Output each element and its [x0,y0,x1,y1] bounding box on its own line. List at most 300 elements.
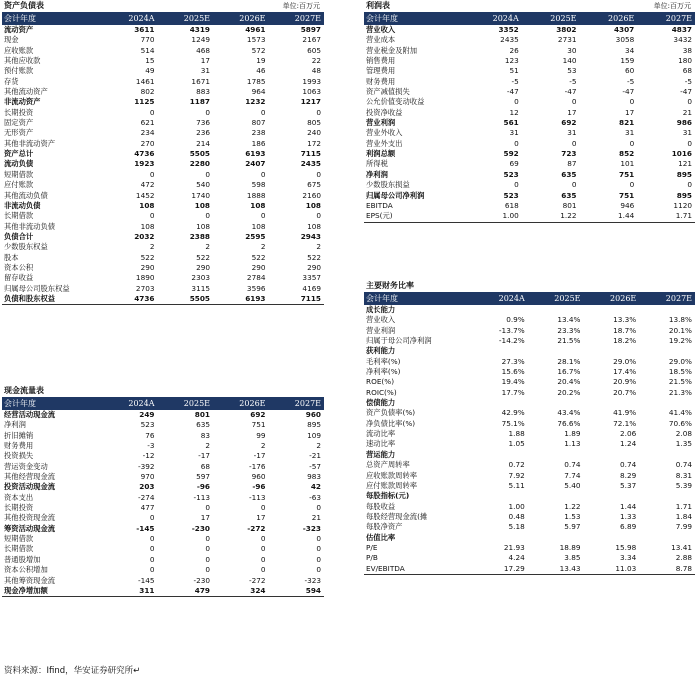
row-value [639,450,695,460]
table-row [2,25,324,35]
row-value: 3357 [302,273,321,283]
row-label: ROIC(%) [366,387,397,397]
row-value: 3.85 [564,553,581,563]
table-row [2,534,324,544]
row-label: ROE(%) [366,377,395,387]
row-value: 46 [256,66,266,76]
row-value: 19.2% [668,336,692,346]
table-row [364,211,695,222]
row-label: 营业税金及附加 [366,45,418,55]
row-value: 3596 [246,283,266,293]
row-label: 资产负债率(%) [366,408,416,418]
row-label: 资本公积 [4,262,34,272]
row-value: 2784 [246,273,266,283]
header-year: 2024A [472,292,528,305]
row-label: 流动比率 [366,429,396,439]
row-value: 723 [561,149,577,159]
row-value: 2 [316,242,321,252]
table-row [2,576,324,586]
table-row [2,462,324,472]
row-label: 短期借款 [4,169,34,179]
row-value: 0 [629,180,635,190]
row-label: 非流动负债 [4,200,41,210]
row-label: 偿债能力 [366,398,396,408]
table-row [364,512,695,522]
row-value: 172 [307,138,321,148]
row-value: 203 [139,482,155,492]
row-value: 2 [205,441,210,451]
row-label: 固定资产 [4,118,34,128]
row-value: 675 [307,180,321,190]
row-value: 1.84 [675,511,692,521]
ratios-title: 主要财务比率 [366,281,414,290]
row-label: 归属母公司净利润 [366,190,425,200]
row-value: 821 [619,118,635,128]
row-value: 23.3% [557,325,581,335]
row-value: 121 [678,159,692,169]
row-label: 每股经营现金流(摊 [366,511,428,521]
row-label: 股本 [4,252,19,262]
row-value: 1923 [134,159,155,169]
row-label: P/B [366,553,378,563]
row-label: 营运资金变动 [4,461,48,471]
header-year: 2027E [269,397,325,410]
row-value: 5.97 [564,522,581,532]
row-value: 0 [687,180,692,190]
row-value: 1785 [246,76,266,86]
row-label: 归属母公司股东权益 [4,283,70,293]
row-value: 2731 [557,35,577,45]
row-value: 140 [562,56,577,66]
row-value: 4736 [134,149,155,159]
row-value: 960 [251,472,266,482]
table-header-row [2,397,324,410]
row-value: 108 [307,221,321,231]
row-value: 751 [619,169,635,179]
table-header-row [2,12,324,25]
row-value: 7115 [269,294,325,305]
row-value: 238 [251,128,266,138]
row-value: 53 [567,66,577,76]
balance-sheet-title: 资产负债表 [4,1,44,10]
row-label: 资本支出 [4,492,34,502]
row-label: 财务费用 [366,76,396,86]
row-value: -5 [626,76,635,86]
row-value: -47 [506,87,519,97]
row-label: 净利率(%) [366,367,401,377]
table-row [2,420,324,430]
row-value: 19 [256,56,266,66]
row-value [472,491,528,501]
row-value: -13.7% [498,325,525,335]
row-value: 0.72 [508,460,525,470]
row-value: 2 [205,242,210,252]
header-label: 会计年度 [2,397,102,410]
row-value [528,305,584,315]
row-value: 1249 [191,35,210,45]
row-value: 1.89 [564,429,581,439]
row-label: 预付账款 [4,66,34,76]
row-value: 522 [307,252,321,262]
row-value: 0 [629,138,635,148]
row-value [584,491,640,501]
header-year: 2025E [522,12,580,25]
row-label: 资产减值损失 [366,87,410,97]
row-value: 621 [140,118,155,128]
row-label: 资本公积增加 [4,565,48,575]
row-value: 31 [682,128,692,138]
row-value: 2388 [189,231,210,241]
row-value: 522 [196,252,210,262]
row-value [528,533,584,543]
row-value: 249 [139,410,155,419]
row-label: 其他投资现金流 [4,513,56,523]
row-label: 估值比率 [366,532,396,542]
row-value: 970 [140,472,155,482]
row-value: 20.4% [557,377,581,387]
table-row [364,315,695,325]
row-value: 1125 [134,97,155,107]
row-value: 0 [149,554,155,564]
row-value: 5.39 [675,480,692,490]
row-value: 109 [307,430,321,440]
row-value: 15.6% [501,367,525,377]
row-value: 2 [316,441,321,451]
row-value: 108 [250,200,266,210]
row-label: 现金 [4,35,19,45]
row-value: 0 [205,107,210,117]
row-label: 负债合计 [4,231,34,241]
row-value: 805 [307,118,321,128]
table-row [2,294,324,305]
row-value: 635 [196,420,210,430]
row-value: 5505 [189,149,210,159]
table-row [364,439,695,449]
row-value: 8.29 [620,470,637,480]
row-label: 投资损失 [4,451,34,461]
row-value: -272 [247,523,266,533]
row-value: 0 [205,169,210,179]
row-value: 290 [251,262,266,272]
row-value: 76 [145,430,155,440]
row-value: 0 [149,565,155,575]
table-row [364,522,695,532]
row-value: 43.4% [557,408,581,418]
table-row [364,35,695,45]
table-row [364,471,695,481]
row-value: 4307 [613,25,635,34]
table-row [364,201,695,211]
row-label: 投资净收益 [366,107,403,117]
row-label: 成长能力 [366,305,396,314]
table-row [2,242,324,252]
row-value: 883 [196,87,210,97]
ratios-table [364,292,695,575]
row-value: 68 [200,461,210,471]
row-value: 964 [251,87,266,97]
row-value: 0.74 [675,460,692,470]
row-value: 4169 [302,283,321,293]
row-value: 69 [509,159,519,169]
cash-flow-panel [2,385,324,597]
row-value: 290 [196,262,210,272]
table-row [2,149,324,159]
table-row [2,253,324,263]
row-label: 营业外收入 [366,128,403,138]
row-label: EBITDA [366,200,393,210]
row-value: 101 [620,159,635,169]
row-value: 1.00 [464,211,522,222]
row-value: 1120 [673,200,692,210]
table-row [364,159,695,169]
row-value: -63 [309,492,321,502]
row-label: 营业利润 [366,325,396,335]
row-label: 应收账款周转率 [366,470,418,480]
row-value: 6.89 [620,522,637,532]
row-value: 2703 [135,283,155,293]
row-value: 7115 [300,149,321,159]
table-row [2,211,324,221]
header-year: 2024A [102,12,158,25]
row-value [472,346,528,356]
table-row [364,128,695,138]
row-value: -323 [304,575,321,585]
table-row [2,56,324,66]
table-row [364,346,695,356]
row-value [528,491,584,501]
row-value: 522 [140,252,155,262]
row-label: 普通股增加 [4,554,41,564]
row-value: 48 [311,66,321,76]
row-value: 3.34 [620,553,637,563]
row-value: 0 [316,534,321,544]
row-label: 速动比率 [366,439,396,449]
row-value: 592 [503,149,519,159]
table-row [2,565,324,575]
table-row [364,408,695,418]
row-value: 0.74 [564,460,581,470]
row-value: 618 [504,200,519,210]
table-row [364,502,695,512]
row-value [584,305,640,315]
table-row [364,377,695,387]
row-value: -274 [137,492,155,502]
row-value: 108 [140,221,155,231]
header-label: 会计年度 [2,12,102,25]
row-value: 1016 [671,149,692,159]
row-value: 27.3% [501,356,525,366]
row-value: 605 [307,45,321,55]
row-value: 83 [200,430,210,440]
row-value: 42.9% [501,408,525,418]
row-value: -392 [137,461,155,471]
row-value: 76.6% [557,418,581,428]
row-value: 290 [307,262,321,272]
table-row [364,191,695,201]
row-value: -47 [680,87,692,97]
header-label: 会计年度 [364,12,464,25]
row-value: 801 [194,410,210,419]
row-value: 20.9% [613,377,637,387]
row-value [584,398,640,408]
table-row [364,87,695,97]
table-row [364,66,695,76]
row-value: 17.7% [501,387,525,397]
row-value: 1.05 [508,439,525,449]
table-row [2,410,324,420]
row-label: 营业收入 [366,25,396,34]
row-label: 非流动资产 [4,97,41,107]
row-value: 0 [260,544,266,554]
row-value: 472 [140,180,155,190]
row-label: 管理费用 [366,66,396,76]
row-value: 0 [571,180,577,190]
table-row [364,450,695,460]
row-value: 523 [503,190,519,200]
row-value: 1.22 [522,211,580,222]
row-value: 5.11 [508,480,525,490]
table-row [2,108,324,118]
row-label: 无形资产 [4,128,34,138]
row-value: 7.74 [564,470,581,480]
table-row [2,201,324,211]
row-value: 0 [149,169,155,179]
table-row [364,460,695,470]
row-value: 572 [251,45,266,55]
row-value: 0 [316,554,321,564]
row-value: 108 [196,221,210,231]
ratios-panel [364,280,695,575]
row-value: 240 [307,128,321,138]
row-value: 108 [251,221,266,231]
table-row [2,273,324,283]
row-value: 3432 [673,35,692,45]
row-value: -3 [147,441,155,451]
row-value: -323 [302,523,321,533]
row-label: 每股收益 [366,501,396,511]
row-value: 1.24 [620,439,637,449]
row-label: 少数股东损益 [366,180,410,190]
row-value: 0 [571,97,577,107]
row-value: 13.8% [668,315,692,325]
header-year: 2026E [213,397,269,410]
table-row [364,491,695,501]
row-value: 523 [140,420,155,430]
table-row [2,524,324,534]
table-row [2,35,324,45]
row-value: -17 [198,451,210,461]
row-value: 8.78 [639,564,695,575]
table-row [2,441,324,451]
row-label: 筹资活动现金流 [4,523,56,533]
row-value: 801 [562,200,577,210]
row-value: -176 [248,461,266,471]
row-value: -21 [309,451,321,461]
table-row [364,533,695,543]
row-value: 234 [140,128,155,138]
row-value: -230 [193,575,210,585]
row-value: 522 [251,252,266,262]
row-label: 销售费用 [366,56,396,66]
row-value: -96 [252,482,266,492]
row-value: 20.2% [557,387,581,397]
row-label: 投资活动现金流 [4,482,56,492]
table-row [2,118,324,128]
table-row [364,56,695,66]
row-value: 0 [316,107,321,117]
row-value: 0.9% [506,315,525,325]
header-year: 2026E [580,12,638,25]
row-value: 0 [316,503,321,513]
row-value: 468 [196,45,210,55]
cash-flow-table [2,397,324,597]
row-value: 2.88 [675,553,692,563]
table-row [364,336,695,346]
row-value: 31 [624,128,635,138]
row-value: 70.6% [668,418,692,428]
row-value: 1888 [246,190,266,200]
row-value: 635 [561,190,577,200]
row-label: 营运能力 [366,449,396,459]
row-value: 0 [260,169,266,179]
row-value: 20.1% [668,325,692,335]
table-row [364,180,695,190]
row-value: 1.33 [620,511,637,521]
table-row [2,128,324,138]
row-value: 123 [504,56,519,66]
table-row [364,25,695,35]
row-label: 其他经营现金流 [4,472,56,482]
row-value: 41.4% [668,408,692,418]
row-value: 6193 [245,149,266,159]
row-value: 21 [682,107,692,117]
table-row [2,170,324,180]
row-value [639,346,695,356]
row-value: 3802 [556,25,577,34]
row-value: 180 [678,56,692,66]
row-label: 折旧摊销 [4,430,34,440]
row-value: 1.44 [620,501,637,511]
row-value: 2435 [300,159,321,169]
row-value: 17 [256,513,266,523]
row-value: 49 [145,66,155,76]
row-value: 5.37 [620,480,637,490]
row-value: 1.88 [508,429,525,439]
row-value: 13.43 [528,564,584,575]
row-value: 21.93 [503,542,525,552]
row-value: 12 [509,107,519,117]
row-value: 324 [213,586,269,597]
row-value: 21.5% [557,336,581,346]
table-header-row [364,12,695,25]
row-value: -17 [253,451,266,461]
table-row [2,451,324,461]
row-value: 751 [619,190,635,200]
row-value: 60 [624,66,635,76]
row-value: 0 [205,544,210,554]
row-label: 获利能力 [366,346,396,356]
row-value: 802 [140,87,155,97]
row-value: 5505 [158,294,214,305]
row-value: 108 [139,200,155,210]
row-value: 87 [567,159,577,169]
row-value: 1.00 [508,501,525,511]
row-value: 0 [260,554,266,564]
row-value: 7.92 [508,470,525,480]
table-row [364,564,695,575]
row-value: -57 [309,461,321,471]
row-value: -96 [196,482,210,492]
